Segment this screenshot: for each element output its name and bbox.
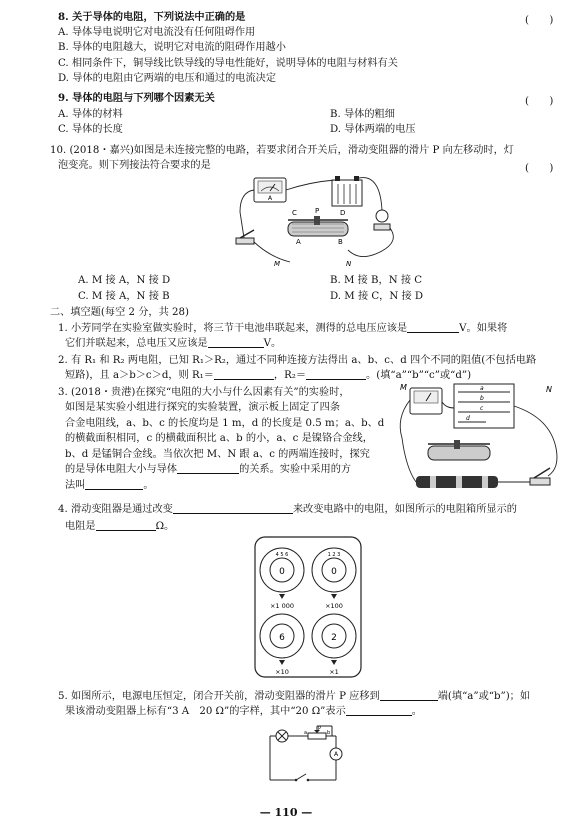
q9-option-c: C. 导体的长度: [58, 124, 123, 135]
q8-stem: 8. 关于导体的电阻，下列说法中正确的是: [58, 11, 246, 23]
q8-option-a: A. 导体导电说明它对电流没有任何阻碍作用: [58, 27, 256, 38]
dial-multiplier-100: ×100: [325, 602, 343, 610]
f3-label-b: b: [480, 395, 484, 402]
f3-label-c: c: [480, 405, 484, 412]
f5-text-2-end: 。: [411, 706, 422, 717]
f5-blank-1[interactable]: [380, 690, 438, 701]
page-number: — 110 —: [259, 806, 313, 819]
f4-text-1: 4. 滑动变阻器是通过改变: [58, 504, 173, 515]
dial-multiplier-1000: ×1 000: [269, 602, 295, 610]
f3-line6: [65, 463, 351, 476]
lamp-icon: [276, 730, 288, 742]
f5-line1: [58, 690, 530, 703]
f5-circuit-figure: [262, 726, 346, 786]
q10-answer-bracket: ( ): [525, 163, 554, 174]
q10-label-a: A: [296, 238, 301, 246]
resistance-board-icon: [454, 384, 514, 428]
f2-text-a: 短路)，且 a＞b＞c＞d，则 R₁＝: [65, 370, 214, 381]
f2-blank-r1[interactable]: [214, 369, 274, 380]
f5-label-b: b: [327, 730, 331, 736]
q10-label-b: B: [338, 238, 343, 246]
f3-line1: 3. (2018・贵港)在探究“电阻的大小与什么因素有关”的实验时，: [58, 387, 350, 398]
q10-label-n: N: [346, 260, 352, 268]
q10-option-b: B. M 接 B，N 接 C: [330, 275, 423, 286]
f1-text-2-end: V。: [263, 338, 282, 349]
f3-apparatus-figure: [380, 378, 570, 496]
ammeter-icon: [410, 388, 442, 414]
rheostat-icon: [428, 440, 490, 460]
f4-text-1-end: 来改变电路中的电阻，如图所示的电阻箱所显示的: [292, 504, 517, 515]
f5-label-a: a: [304, 730, 308, 736]
f4-text-2: 电阻是: [65, 521, 96, 532]
switch-icon: [236, 230, 254, 244]
f3-text-7-end: 。: [143, 480, 154, 491]
f1-blank-2[interactable]: [208, 337, 264, 348]
q9-option-a: A. 导体的材料: [58, 109, 123, 120]
f1-text-1: 1. 小芳同学在实验室做实验时，将三节干电池串联起来，测得的总电压应该是: [58, 323, 408, 334]
q10-stem-line1: 10. (2018・嘉兴)如图是未连接完整的电路，若要求闭合开关后，滑动变阻器的滑片 P 向左移动时，灯: [50, 145, 514, 156]
f3-label-n: N: [546, 385, 552, 394]
f3-line7: [65, 479, 154, 492]
f5-text-1: 5. 如图所示，电源电压恒定，闭合开关前，滑动变阻器的滑片 P 应移到: [58, 691, 380, 702]
bulb-icon: [374, 210, 390, 230]
switch-icon: [530, 468, 550, 485]
svg-text:6: 6: [279, 633, 285, 643]
q9-option-d: D. 导体两端的电压: [330, 124, 416, 135]
f3-text-6b: 的关系。实验中采用的方: [239, 464, 352, 475]
f2-text-c: 。(填“a”“b”“c”或“d”): [366, 370, 472, 381]
f1-line2: [65, 337, 281, 350]
svg-text:0: 0: [331, 567, 337, 577]
f4-blank-2[interactable]: [96, 520, 156, 531]
rheostat-icon: [308, 730, 326, 739]
f3-line5: b、d 是锰铜合金线。当依次把 M、N 跟 a、c 的两端连接时，探究: [65, 449, 370, 460]
f4-line2: [65, 520, 174, 533]
f3-line2: 如图是某实验小组进行探究的实验装置，演示板上固定了四条: [65, 402, 341, 413]
f3-label-a: a: [480, 385, 484, 392]
q9-option-b: B. 导体的粗细: [330, 109, 395, 120]
q10-label-p: P: [315, 207, 320, 215]
q10-option-a: A. M 接 A，N 接 D: [78, 275, 171, 286]
f4-text-2-end: Ω。: [155, 521, 175, 532]
f5-blank-2[interactable]: [346, 705, 412, 716]
section2-title: 二、填空题(每空 2 分，共 28): [50, 307, 189, 318]
f5-label-ammeter: A: [333, 751, 339, 758]
f3-text-7: 法叫: [65, 480, 86, 491]
f4-line1: [58, 503, 517, 516]
resistance-box-figure: [254, 536, 362, 678]
q10-option-c: C. M 接 A，N 接 B: [78, 291, 170, 302]
battery-icon: [416, 476, 498, 488]
ammeter-icon: [254, 178, 286, 202]
f3-text-6a: 的是导体电阻大小与导体: [65, 464, 178, 475]
svg-text:4 5 6: 4 5 6: [275, 552, 289, 558]
f1-blank-1[interactable]: [407, 322, 459, 333]
f4-blank-1[interactable]: [173, 503, 293, 514]
f1-line1: [58, 322, 507, 335]
f5-label-p: P: [318, 726, 322, 732]
f2-line1: 2. 有 R₁ 和 R₂ 两电阻，已知 R₁＞R₂，通过不同种连接方法得出 a、b、c、d 四个不同的阻值(不包括电路: [58, 355, 537, 366]
f1-text-1-end: V。如果将: [459, 323, 508, 334]
q10-circuit-figure: [230, 172, 420, 270]
q8-option-b: B. 导体的电阻越大，说明它对电流的阻碍作用越小: [58, 42, 286, 53]
dial-multiplier-10: ×10: [275, 668, 289, 676]
svg-text:1 2 3: 1 2 3: [327, 552, 341, 558]
q10-label-d: D: [340, 209, 346, 217]
f5-text-2: 果该滑动变阻器上标有“3 A 20 Ω”的字样，其中“20 Ω”表示: [65, 706, 346, 717]
f3-label-d: d: [466, 415, 470, 422]
q9-answer-bracket: ( ): [525, 96, 554, 107]
f3-line4: 的横截面积相同，c 的横截面积比 a、b 的小，a、c 是镍铬合金线，: [65, 433, 373, 444]
f5-line2: [65, 705, 422, 718]
f3-blank-2[interactable]: [85, 479, 143, 490]
q10-label-m: M: [274, 260, 281, 268]
f5-text-1-end: 端(填“a”或“b”)；如: [437, 691, 531, 702]
f2-text-b: ，R₂＝: [273, 370, 307, 381]
svg-text:0: 0: [279, 567, 285, 577]
rheostat-icon: [288, 216, 348, 236]
f3-line3: 合金电阻线，a、b、c 的长度均是 1 m，d 的长度是 0.5 m；a、b、d: [65, 418, 385, 429]
q8-option-d: D. 导体的电阻由它两端的电压和通过的电流决定: [58, 73, 277, 84]
q8-answer-bracket: ( ): [525, 15, 554, 26]
f3-label-m: M: [400, 383, 407, 392]
switch-icon: [295, 774, 310, 781]
svg-text:2: 2: [331, 633, 337, 643]
svg-text:A: A: [267, 195, 273, 202]
q9-stem: 9. 导体的电阻与下列哪个因素无关: [58, 92, 215, 104]
q10-label-c: C: [292, 209, 297, 217]
q10-option-d: D. M 接 C，N 接 D: [330, 291, 424, 302]
f2-blank-r2[interactable]: [306, 369, 366, 380]
f1-text-2: 它们并联起来，总电压又应该是: [65, 338, 208, 349]
battery-icon: [332, 176, 362, 206]
f3-blank-1[interactable]: [177, 463, 239, 474]
dial-multiplier-1: ×1: [329, 668, 339, 676]
q10-stem-line2: 泡变亮。则下列接法符合要求的是: [58, 160, 211, 171]
q8-option-c: C. 相同条件下，铜导线比铁导线的导电性能好，说明导体的电阻与材料有关: [58, 58, 398, 69]
